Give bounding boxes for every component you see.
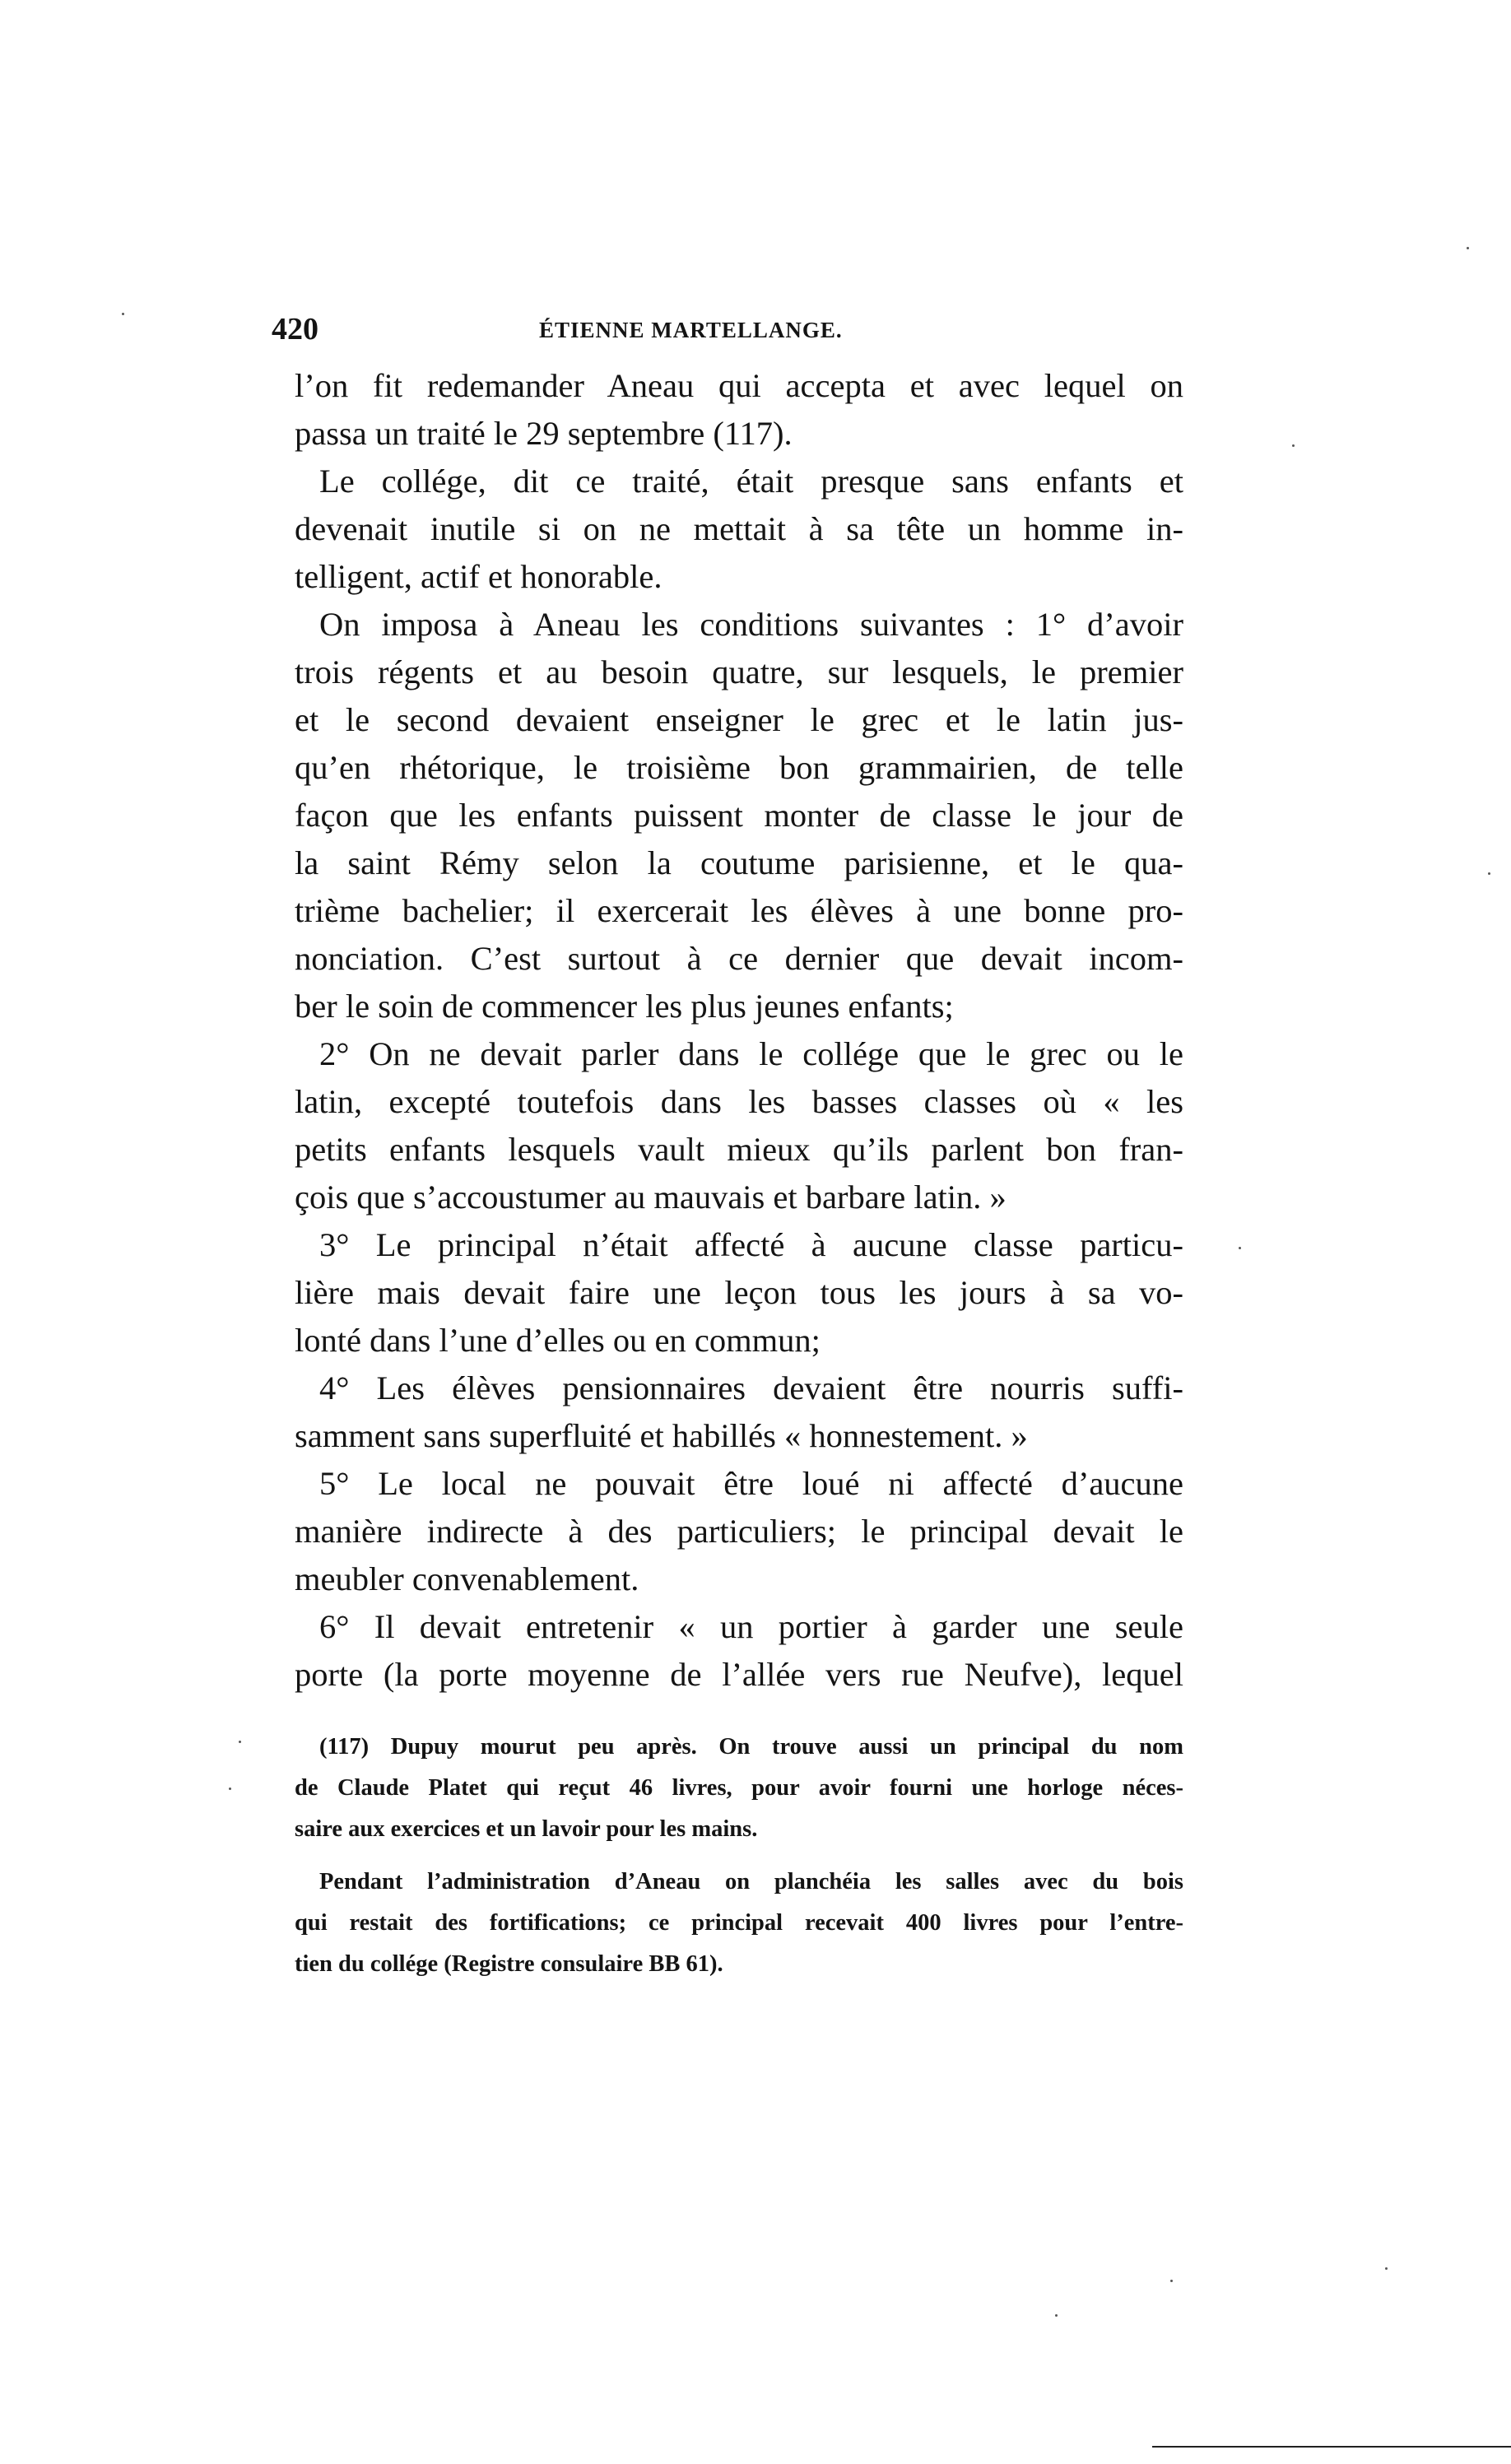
text-line: trois régents et au besoin quatre, sur lesquels, le premier [295, 653, 1183, 690]
text-line: manière indirecte à des particuliers; le principal devait le [295, 1513, 1183, 1550]
text-line: telligent, actif et honorable. [295, 558, 663, 595]
text-line: et le second devaient enseigner le grec et le latin jus- [295, 701, 1183, 738]
text-line: lière mais devait faire une leçon tous les jours à sa vo- [295, 1274, 1183, 1311]
footnotes [295, 1727, 1183, 1985]
text-line: 5° Le local ne pouvait être loué ni affecté d’aucune [319, 1465, 1183, 1502]
text-line: çois que s’accoustumer au mauvais et barbare latin. » [295, 1179, 1007, 1216]
text-line: 6° Il devait entretenir « un portier à garder une seule [319, 1608, 1183, 1645]
text-line: 2° On ne devait parler dans le collége que le grec ou le [319, 1035, 1183, 1072]
text-line: samment sans superfluité et habillés « honnestement. » [295, 1417, 1028, 1454]
footnote-line: Pendant l’administration d’Aneau on planchéia les salles avec du bois [319, 1869, 1183, 1894]
text-line: porte (la porte moyenne de l’allée vers rue Neufve), lequel [295, 1656, 1183, 1693]
paper-speck [239, 1741, 241, 1743]
text-line: lonté dans l’une d’elles ou en commun; [295, 1322, 821, 1359]
main-text [295, 362, 1183, 1699]
text-line: façon que les enfants puissent monter de classe le jour de [295, 797, 1183, 834]
text-line: nonciation. C’est surtout à ce dernier que devait incom- [295, 940, 1183, 977]
text-line: la saint Rémy selon la coutume parisienne, et le qua- [295, 844, 1183, 881]
paper-speck [122, 313, 124, 315]
paper-speck [1239, 1247, 1241, 1249]
paper-speck [1467, 247, 1469, 249]
paper-speck [229, 1788, 231, 1790]
page-header [272, 311, 1185, 352]
paper-speck [1488, 872, 1490, 875]
page-number: 420 [272, 312, 318, 346]
text-line: On imposa à Aneau les conditions suivantes : 1° d’avoir [319, 606, 1183, 643]
text-line: latin, excepté toutefois dans les basses classes où « les [295, 1083, 1183, 1120]
paper-speck [1170, 2280, 1173, 2282]
paper-speck [1292, 444, 1295, 447]
footnote-line: (117) Dupuy mourut peu après. On trouve aussi un principal du nom [319, 1734, 1183, 1760]
text-line: petits enfants lesquels vault mieux qu’ils parlent bon fran- [295, 1131, 1183, 1168]
text-line: 3° Le principal n’était affecté à aucune classe particu- [319, 1226, 1183, 1263]
text-line: trième bachelier; il exercerait les élèves à une bonne pro- [295, 892, 1183, 929]
text-line: meubler convenablement. [295, 1560, 639, 1597]
paper-speck [1385, 2267, 1388, 2270]
text-line: 4° Les élèves pensionnaires devaient être nourris suffi- [319, 1369, 1183, 1406]
footnote-line: qui restait des fortifications; ce principal recevait 400 livres pour l’entre- [295, 1910, 1183, 1936]
text-line: ber le soin de commencer les plus jeunes enfants; [295, 988, 954, 1025]
footnote-line: tien du collége (Registre consulaire BB 61). [295, 1951, 723, 1977]
text-line: passa un traité le 29 septembre (117). [295, 415, 793, 452]
text-line: Le collége, dit ce traité, était presque sans enfants et [319, 463, 1183, 500]
running-title: ÉTIENNE MARTELLANGE. [539, 318, 843, 342]
text-line: l’on fit redemander Aneau qui accepta et avec lequel on [295, 367, 1183, 404]
footnote-line: de Claude Platet qui reçut 46 livres, pour avoir fourni une horloge néces- [295, 1775, 1183, 1801]
text-line: devenait inutile si on ne mettait à sa tête un homme in- [295, 510, 1183, 547]
paper-speck [1055, 2314, 1058, 2317]
text-line: qu’en rhétorique, le troisième bon grammairien, de telle [295, 749, 1183, 786]
footnote-line: saire aux exercices et un lavoir pour les mains. [295, 1816, 758, 1842]
bottom-rule [1152, 2446, 1511, 2448]
